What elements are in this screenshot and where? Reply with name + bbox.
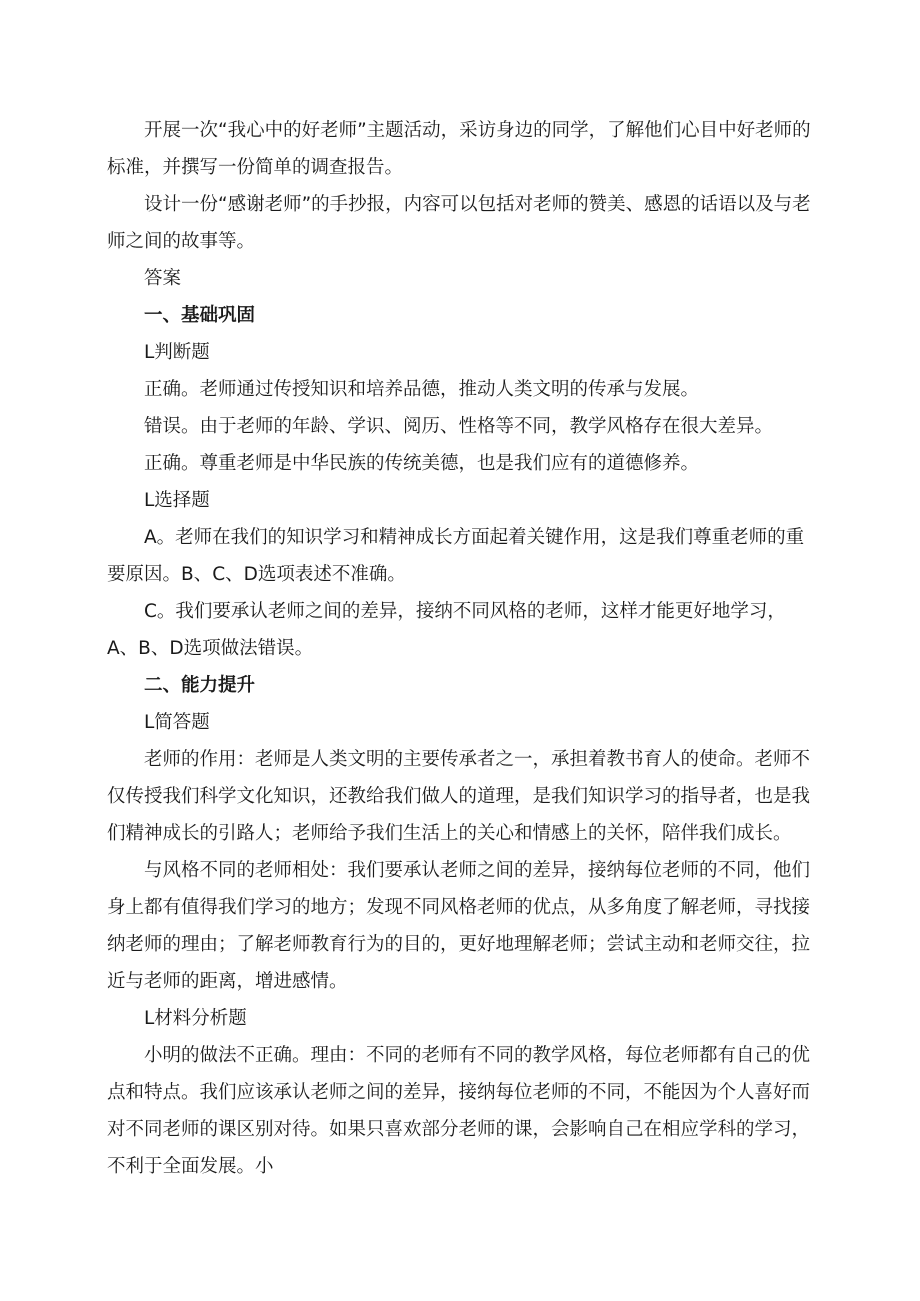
judge-item: 正确。老师通过传授知识和培养品德，推动人类文明的传承与发展。 bbox=[144, 379, 700, 400]
short-answer-title: L简答题 bbox=[144, 712, 210, 733]
activity-paragraph: 开展一次“我心中的好老师”主题活动，采访身边的同学，了解他们心目中好老师的标准，并撰写一份简单的调查报告。 bbox=[107, 120, 811, 178]
material-analysis-text: 小明的做法不正确。理由：不同的老师有不同的教学风格，每位老师都有自己的优点和特点。我们应该承认老师之间的差异，接纳每位老师的不同，不能因为个人喜好而对不同老师的课区别对待。如果只喜欢部分老师的课，会影响自己在相应学科的学习，不利于全面发展。小 bbox=[107, 1045, 811, 1177]
material-analysis-title: L材料分析题 bbox=[144, 1008, 247, 1029]
judge-title: L判断题 bbox=[144, 342, 210, 363]
judge-item: 错误。由于老师的年龄、学识、阅历、性格等不同，教学风格存在很大差异。 bbox=[144, 416, 774, 437]
handout-paragraph: 设计一份“感谢老师”的手抄报，内容可以包括对老师的赞美、感恩的话语以及与老师之间的故事等。 bbox=[107, 194, 811, 252]
short-answer-item: 老师的作用：老师是人类文明的主要传承者之一，承担着教书育人的使命。老师不仅传授我们科学文化知识，还教给我们做人的道理，是我们知识学习的指导者，也是我们精神成长的引路人；老师给予我们生活上的关心和情感上的关怀，陪伴我们成长。 bbox=[107, 749, 811, 844]
choice-item: A。老师在我们的知识学习和精神成长方面起着关键作用，这是我们尊重老师的重要原因。B、C、D选项表述不准确。 bbox=[107, 527, 805, 585]
judge-item: 正确。尊重老师是中华民族的传统美德，也是我们应有的道德修养。 bbox=[144, 453, 700, 474]
section2-heading: 二、能力提升 bbox=[144, 675, 256, 696]
choice-item: C。我们要承认老师之间的差异，接纳不同风格的老师，这样才能更好地学习，A、B、D选项做法错误。 bbox=[107, 601, 786, 659]
section1-heading: 一、基础巩固 bbox=[144, 305, 256, 326]
document-page bbox=[107, 112, 812, 1185]
answer-label: 答案 bbox=[144, 268, 182, 289]
choice-title: L选择题 bbox=[144, 490, 210, 511]
short-answer-item: 与风格不同的老师相处：我们要承认老师之间的差异，接纳每位老师的不同，他们身上都有值得我们学习的地方；发现不同风格老师的优点，从多角度了解老师，寻找接纳老师的理由；了解老师教育行为的目的，更好地理解老师；尝试主动和老师交往，拉近与老师的距离，增进感情。 bbox=[107, 860, 811, 992]
